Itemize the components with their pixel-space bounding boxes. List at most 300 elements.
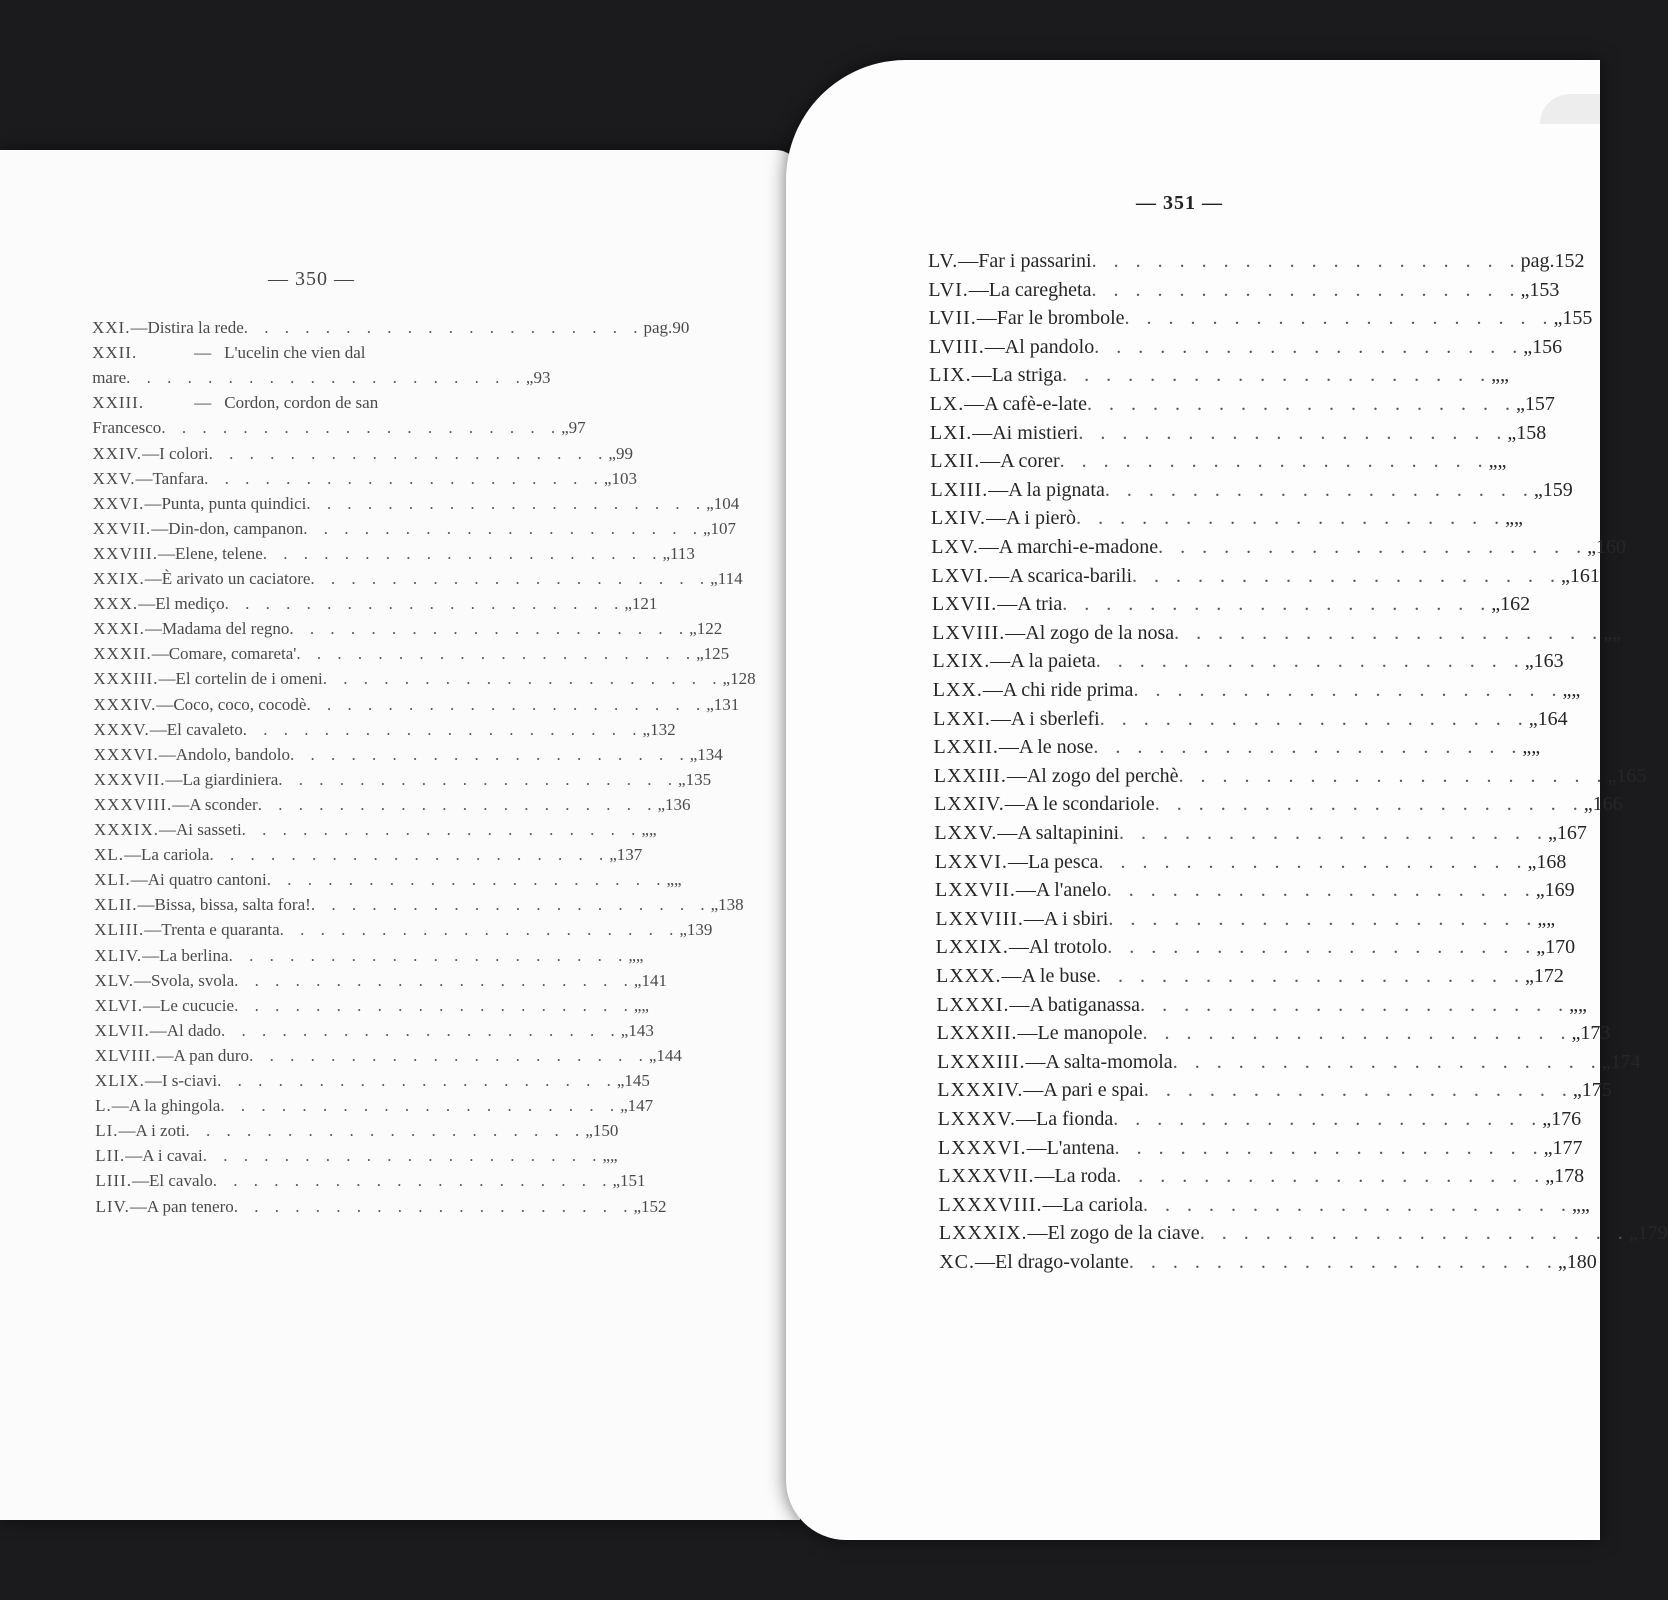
- entry-dash: —: [194, 393, 212, 413]
- entry-title: A i zoti: [135, 1121, 186, 1141]
- entry-dash: —: [974, 1251, 995, 1273]
- page-ref: 147: [627, 1096, 654, 1116]
- page-number-left: — 350 —: [268, 268, 355, 290]
- entry-dash: —: [157, 543, 175, 563]
- entry-title: Elene, telene: [174, 543, 263, 563]
- leader-dots: . . . . . . . . . . . . . . . . . . . .: [1106, 879, 1536, 902]
- entry-title: El cavaleto: [166, 719, 243, 739]
- entry-title: Din-don, campanon: [168, 518, 304, 538]
- chapter-numeral: XXVIII.: [92, 543, 158, 563]
- page-ref: 166: [1592, 793, 1623, 816]
- entry-title: El zogo de la ciave: [1047, 1222, 1200, 1245]
- toc-entry: [93, 669, 756, 693]
- toc-entry: [92, 543, 695, 568]
- page-ref: 169: [1544, 879, 1575, 902]
- page-ref: „: [1580, 1193, 1590, 1216]
- leader-dots: . . . . . . . . . . . . . . . . . . . .: [161, 418, 562, 438]
- toc-entry: [94, 820, 657, 844]
- chapter-numeral: LXII.: [930, 450, 981, 473]
- toc-entry: [935, 879, 1575, 903]
- entry-title: La cariola: [141, 845, 210, 865]
- entry-dash: —: [986, 507, 1007, 530]
- entry-title: A saltapinini: [1017, 822, 1120, 844]
- toc-entry: [94, 845, 643, 869]
- ditto-marker: „: [1607, 764, 1617, 787]
- entry-dash: —: [989, 564, 1010, 587]
- entry-dash: —: [997, 593, 1018, 616]
- ditto-marker: „: [1527, 850, 1537, 873]
- entry-title: A i cavai: [142, 1146, 203, 1166]
- leader-dots: . . . . . . . . . . . . . . . . . . . .: [241, 820, 642, 839]
- ditto-marker: „: [620, 1096, 628, 1116]
- page-ref: 168: [1536, 850, 1567, 873]
- toc-entry: [936, 993, 1587, 1018]
- entry-title: La caregheta: [988, 278, 1092, 301]
- toc-entry: [92, 318, 690, 342]
- entry-title: A l'anelo: [1035, 879, 1107, 902]
- toc-entry: [94, 1045, 682, 1070]
- chapter-numeral: LXXIX.: [935, 936, 1009, 959]
- chapter-numeral: LIX.: [929, 364, 972, 387]
- entry-dash: —: [194, 343, 212, 363]
- entry-title: A la ghingola: [128, 1096, 221, 1116]
- page-ref: 145: [624, 1071, 650, 1090]
- entry-dash: —: [1006, 764, 1027, 787]
- entry-dash: —: [1009, 993, 1030, 1016]
- chapter-numeral: LXIV.: [930, 507, 987, 530]
- entry-title: La cariola: [1062, 1193, 1144, 1216]
- entry-title: Far i passarini: [978, 250, 1092, 272]
- entry-title: L'ucelin che vien dal: [224, 343, 366, 363]
- entry-title: A le buse: [1021, 965, 1096, 987]
- ditto-marker: „: [1542, 1108, 1552, 1130]
- entry-title: Madama del regno: [161, 619, 290, 639]
- page-ref: 107: [710, 518, 737, 538]
- leader-dots: . . . . . . . . . . . . . . . . . . . .: [1128, 1251, 1558, 1273]
- entry-title: A la paieta: [1010, 650, 1096, 673]
- chapter-numeral: XLVI.: [94, 995, 143, 1015]
- entry-dash: —: [971, 364, 992, 387]
- ditto-marker: „: [710, 569, 718, 588]
- leader-dots: . . . . . . . . . . . . . . . . . . . .: [224, 594, 625, 614]
- toc-entry: [933, 736, 1541, 760]
- entry-dash: —: [125, 1146, 143, 1166]
- ditto-marker: „: [696, 644, 704, 664]
- leader-dots: . . . . . . . . . . . . . . . . . . . .: [1143, 1079, 1573, 1102]
- page-ref: 132: [650, 719, 676, 739]
- ditto-marker: „: [1603, 621, 1612, 644]
- page-ref: „: [674, 870, 682, 890]
- toc-entry: [933, 764, 1647, 789]
- page-ref: 131: [713, 694, 740, 714]
- chapter-numeral: LXX.: [932, 679, 983, 701]
- entry-dash: —: [142, 995, 160, 1015]
- entry-dash: —: [1005, 621, 1026, 644]
- chapter-numeral: XLIII.: [94, 920, 145, 940]
- entry-dash: —: [142, 945, 160, 965]
- entry-title: Tanfara: [152, 468, 205, 488]
- chapter-numeral: XC.: [939, 1251, 975, 1273]
- toc-entry: [94, 995, 649, 1020]
- entry-dash: —: [997, 822, 1018, 844]
- entry-title: Al zogo de la nosa: [1025, 621, 1175, 644]
- entry-title: A pan duro: [173, 1045, 250, 1065]
- entry-dash: —: [1042, 1193, 1063, 1216]
- ditto-marker: „: [1628, 1222, 1638, 1245]
- page-ref: 160: [1595, 536, 1626, 558]
- chapter-numeral: LXXIV.: [934, 793, 1005, 816]
- ditto-marker: „: [1572, 1079, 1582, 1102]
- page-ref: 180: [1566, 1251, 1597, 1273]
- page-ref: 97: [568, 418, 586, 438]
- leader-dots: . . . . . . . . . . . . . . . . . . . .: [1133, 679, 1563, 701]
- ditto-marker: „: [689, 619, 697, 639]
- toc-entry: [931, 564, 1600, 589]
- leader-dots: . . . . . . . . . . . . . . . . . . . .: [1172, 1050, 1602, 1073]
- leader-dots: . . . . . . . . . . . . . . . . . . . .: [220, 1096, 621, 1116]
- ditto-marker: „: [657, 794, 665, 814]
- leader-dots: . . . . . . . . . . . . . . . . . . . .: [243, 318, 644, 337]
- page-ref: 122: [696, 619, 723, 639]
- ditto-marker: „: [689, 744, 698, 764]
- leader-dots: . . . . . . . . . . . . . . . . . . . .: [278, 769, 679, 789]
- chapter-numeral: XXIV.: [92, 443, 143, 463]
- entry-title: Distira la rede: [147, 318, 244, 337]
- page-ref: 135: [685, 769, 712, 789]
- entry-dash: —: [988, 478, 1009, 501]
- toc-entry: [92, 368, 551, 392]
- leader-dots: . . . . . . . . . . . . . . . . . . . .: [1086, 393, 1516, 415]
- leader-dots: . . . . . . . . . . . . . . . . . . . .: [266, 870, 667, 890]
- chapter-numeral: LXXXIII.: [936, 1050, 1026, 1073]
- entry-dash: —: [1034, 1165, 1055, 1188]
- leader-dots: . . . . . . . . . . . . . . . . . . . .: [1174, 621, 1604, 644]
- page-ref: 151: [620, 1171, 646, 1191]
- entry-dash: —: [980, 450, 1001, 473]
- ditto-marker: „: [633, 970, 642, 990]
- ditto-marker: „: [1524, 650, 1534, 673]
- toc-entry: [92, 518, 737, 543]
- leader-dots: . . . . . . . . . . . . . . . . . . . .: [249, 1045, 649, 1065]
- entry-dash: —: [142, 443, 160, 463]
- chapter-numeral: LXI.: [929, 421, 973, 444]
- toc-entry: [928, 278, 1560, 303]
- entry-dash: —: [1023, 1079, 1044, 1102]
- ditto-marker: „: [1587, 536, 1596, 558]
- entry-title: Francesco: [92, 418, 162, 438]
- toc-entry: [93, 694, 740, 719]
- toc-entry: [937, 1108, 1582, 1132]
- ditto-marker: „: [1524, 965, 1534, 987]
- page-ref: 134: [697, 744, 723, 764]
- toc-entry: [934, 822, 1587, 846]
- ditto-marker: „: [603, 468, 612, 488]
- page-ref: „: [1612, 621, 1621, 644]
- page-ref: 90: [672, 318, 690, 337]
- toc-entry: [92, 343, 542, 367]
- entry-dash: —: [972, 421, 993, 444]
- leader-dots: . . . . . . . . . . . . . . . . . . . .: [126, 368, 526, 388]
- entry-dash: —: [151, 518, 169, 538]
- page-ref: 128: [730, 669, 756, 689]
- toc-entry: [935, 936, 1576, 960]
- toc-entry: [929, 421, 1547, 446]
- chapter-numeral: LXXXII.: [936, 1022, 1018, 1045]
- chapter-numeral: XXXIV.: [93, 694, 157, 714]
- chapter-numeral: LXXII.: [933, 736, 999, 759]
- entry-dash: —: [984, 335, 1005, 358]
- page-ref: 158: [1516, 421, 1547, 444]
- page-ref: 155: [1562, 307, 1593, 330]
- chapter-numeral: XXIII.: [92, 393, 145, 413]
- ditto-marker: „: [1543, 1136, 1553, 1159]
- entry-title: A i sberlefi: [1010, 707, 1100, 730]
- leader-dots: . . . . . . . . . . . . . . . . . . . .: [1095, 650, 1525, 673]
- entry-dash: —: [1027, 1222, 1048, 1245]
- page-ref: 113: [670, 543, 695, 563]
- leader-dots: . . . . . . . . . . . . . . . . . . . .: [212, 1171, 613, 1191]
- toc-entry: [939, 1251, 1597, 1275]
- chapter-numeral: LX.: [929, 393, 965, 415]
- leader-dots: . . . . . . . . . . . . . . . . . . . .: [1078, 421, 1508, 444]
- entry-dash: —: [124, 845, 142, 865]
- leader-dots: . . . . . . . . . . . . . . . . . . . .: [257, 794, 658, 814]
- ditto-marker: „: [706, 694, 714, 714]
- toc-entry: [938, 1193, 1590, 1218]
- leader-dots: . . . . . . . . . . . . . . . . . . . .: [234, 995, 634, 1015]
- ditto-marker: „: [1491, 593, 1501, 616]
- entry-title: A pari e spai: [1043, 1079, 1144, 1102]
- leader-dots: . . . . . . . . . . . . . . . . . . . .: [1093, 736, 1523, 759]
- ditto-marker: „: [710, 895, 719, 915]
- page-ref: 162: [1500, 593, 1531, 616]
- leader-dots: . . . . . . . . . . . . . . . . . . . .: [208, 443, 609, 463]
- leader-dots: . . . . . . . . . . . . . . . . . . . .: [1140, 993, 1570, 1016]
- ditto-marker: „: [624, 594, 632, 614]
- entry-title: A pan tenero: [146, 1196, 234, 1216]
- toc-entry: [937, 1079, 1612, 1103]
- leader-dots: . . . . . . . . . . . . . . . . . . . .: [290, 744, 690, 764]
- entry-dash: —: [982, 679, 1003, 701]
- chapter-numeral: XLVII.: [94, 1020, 150, 1040]
- chapter-numeral: LII.: [95, 1146, 126, 1166]
- toc-entry: [930, 507, 1523, 531]
- entry-title: A cafè-e-late: [984, 393, 1087, 415]
- chapter-numeral: LVI.: [928, 278, 969, 301]
- ditto-marker: „: [1561, 564, 1570, 587]
- toc-entry: [95, 1171, 646, 1195]
- entry-title: A le scondariole: [1024, 793, 1155, 816]
- chapter-numeral: LIII.: [95, 1171, 133, 1191]
- ditto-marker: „: [1528, 707, 1538, 730]
- entry-dash: —: [144, 569, 162, 588]
- entry-title: A i pierò: [1006, 507, 1077, 530]
- entry-dash: —: [159, 820, 177, 839]
- entry-title: Svola, svola: [151, 970, 235, 990]
- chapter-numeral: LXXXVII.: [938, 1165, 1035, 1188]
- toc-entry: [94, 945, 644, 970]
- leader-dots: . . . . . . . . . . . . . . . . . . . .: [1091, 278, 1521, 301]
- leader-dots: . . . . . . . . . . . . . . . . . . . .: [1094, 335, 1524, 358]
- leader-dots: . . . . . . . . . . . . . . . . . . . .: [279, 920, 680, 940]
- ditto-marker: „: [1535, 879, 1545, 902]
- page-ref: 176: [1551, 1108, 1582, 1130]
- toc-entry: [93, 569, 743, 593]
- leader-dots: . . . . . . . . . . . . . . . . . . . .: [209, 845, 610, 865]
- toc-entry: [937, 1136, 1583, 1161]
- chapter-numeral: XXXI.: [93, 619, 145, 639]
- page-ref: 178: [1554, 1165, 1585, 1188]
- leader-dots: . . . . . . . . . . . . . . . . . . . .: [310, 569, 711, 588]
- page-edge: [1540, 94, 1600, 124]
- toc-entry: [933, 707, 1568, 732]
- page-ref: 170: [1545, 936, 1576, 959]
- entry-dash: —: [135, 468, 153, 488]
- toc-entry: [95, 1146, 618, 1170]
- toc-entry: [928, 250, 1585, 274]
- entry-dash: —: [129, 1196, 147, 1216]
- ditto-marker: „: [525, 368, 534, 388]
- entry-title: Le manopole: [1037, 1022, 1143, 1045]
- entry-title: Andolo, bandolo: [175, 744, 290, 764]
- chapter-numeral: LXXV.: [934, 822, 998, 844]
- leader-dots: . . . . . . . . . . . . . . . . . . . .: [217, 1071, 617, 1090]
- ditto-marker: „: [1505, 507, 1514, 530]
- page-ref: 177: [1552, 1136, 1583, 1159]
- entry-dash: —: [968, 278, 989, 301]
- page-ref: „: [1546, 907, 1556, 930]
- page-ref: 172: [1533, 965, 1564, 987]
- entry-dash: —: [1026, 1136, 1047, 1159]
- chapter-numeral: XXXII.: [93, 644, 152, 664]
- page-ref: 152: [641, 1196, 667, 1216]
- page-ref: 143: [628, 1020, 654, 1040]
- entry-title: I colori: [159, 443, 209, 463]
- page-ref: 121: [631, 594, 658, 614]
- entry-dash: —: [144, 493, 162, 513]
- entry-title: Far le brombole: [996, 307, 1125, 330]
- toc-entry: [92, 468, 637, 493]
- entry-dash: —: [137, 895, 155, 915]
- chapter-numeral: LXVII.: [931, 593, 998, 616]
- leader-dots: . . . . . . . . . . . . . . . . . . . .: [1154, 793, 1584, 816]
- chapter-numeral: LV.: [928, 250, 959, 272]
- leader-dots: . . . . . . . . . . . . . . . . . . . .: [202, 1146, 603, 1166]
- entry-title: Cordon, cordon de san: [224, 393, 379, 413]
- entry-title: Le cucucie: [159, 995, 235, 1015]
- ditto-marker: „: [609, 845, 617, 865]
- entry-title: Coco, coco, cocodè: [173, 694, 307, 714]
- leader-dots: . . . . . . . . . . . . . . . . . . . .: [306, 493, 707, 513]
- ditto-marker: „: [1572, 1193, 1581, 1216]
- entry-title: Comare, comareta': [168, 644, 297, 664]
- leader-dots: . . . . . . . . . . . . . . . . . . . .: [1178, 764, 1608, 787]
- entry-title: A salta-momola: [1045, 1050, 1173, 1073]
- toc-entry: [94, 895, 744, 919]
- ditto-marker: „: [1491, 364, 1501, 387]
- entry-dash: —: [1016, 1108, 1037, 1130]
- page-ref: 153: [1529, 278, 1560, 301]
- leader-dots: . . . . . . . . . . . . . . . . . . . .: [1116, 1165, 1546, 1188]
- toc-entry: [931, 593, 1531, 617]
- chapter-numeral: LXIX.: [932, 650, 991, 673]
- entry-title: A corer: [1000, 450, 1060, 473]
- chapter-numeral: LI.: [95, 1121, 119, 1141]
- leader-dots: . . . . . . . . . . . . . . . . . . . .: [1062, 364, 1492, 387]
- page-ref: 104: [713, 493, 740, 513]
- entry-title: Al dado: [166, 1020, 222, 1040]
- entry-dash: —: [156, 1045, 174, 1065]
- page-ref: „: [641, 995, 649, 1015]
- entry-title: A i sbiri: [1043, 907, 1109, 930]
- entry-dash: —: [132, 1171, 150, 1191]
- chapter-numeral: XXI.: [92, 318, 131, 337]
- entry-title: La fionda: [1036, 1108, 1114, 1130]
- page-ref: 137: [616, 845, 643, 865]
- page-ref: 164: [1537, 707, 1568, 730]
- chapter-numeral: XLI.: [94, 870, 131, 890]
- entry-dash: —: [165, 769, 183, 789]
- entry-title: La berlina: [159, 945, 229, 965]
- entry-dash: —: [1015, 879, 1036, 902]
- leader-dots: . . . . . . . . . . . . . . . . . . . .: [1091, 250, 1521, 272]
- leader-dots: . . . . . . . . . . . . . . . . . . . .: [1199, 1222, 1629, 1245]
- ditto-marker: „: [1537, 907, 1547, 930]
- chapter-numeral: XXV.: [92, 468, 136, 488]
- entry-dash: —: [158, 744, 176, 764]
- page-ref: „: [1531, 736, 1541, 759]
- ditto-marker: „: [722, 669, 731, 689]
- ditto-marker: „: [1569, 993, 1578, 1016]
- entry-dash: —: [990, 707, 1011, 730]
- toc-entry: [93, 719, 676, 744]
- ditto-marker: „: [1520, 278, 1530, 301]
- toc-entry: [938, 1165, 1585, 1189]
- ditto-marker: „: [1583, 793, 1593, 816]
- leader-dots: . . . . . . . . . . . . . . . . . . . .: [1114, 1136, 1544, 1159]
- chapter-numeral: LXXXIX.: [938, 1222, 1028, 1245]
- chapter-numeral: XXXVI.: [93, 744, 159, 764]
- entry-title: El drago-volante: [994, 1251, 1129, 1273]
- toc-entry: [934, 793, 1623, 817]
- page-ref: 114: [717, 569, 743, 588]
- ditto-marker: „: [1557, 1251, 1567, 1273]
- entry-dash: —: [156, 694, 174, 714]
- chapter-numeral: XXVII.: [92, 518, 152, 538]
- toc-entry: [936, 1022, 1611, 1046]
- leader-dots: . . . . . . . . . . . . . . . . . . . .: [1076, 507, 1506, 530]
- entry-title: Al zogo del perchè: [1026, 764, 1179, 787]
- ditto-marker: „: [585, 1121, 593, 1141]
- entry-title: Bissa, bissa, salta fora!: [154, 895, 311, 915]
- entry-title: È arivato un caciatore: [161, 569, 311, 588]
- entry-title: A chi ride prima: [1002, 679, 1134, 701]
- ditto-marker: „: [608, 443, 616, 463]
- ditto-marker: „: [633, 995, 642, 1015]
- leader-dots: . . . . . . . . . . . . . . . . . . . .: [1062, 593, 1492, 616]
- toc-entry: [929, 393, 1555, 417]
- page-ref: „: [1513, 507, 1523, 530]
- chapter-numeral: LXXXVIII.: [938, 1193, 1043, 1216]
- entry-title: El mediço: [155, 594, 225, 614]
- ditto-marker: „: [1522, 736, 1532, 759]
- entry-dash: —: [964, 393, 985, 415]
- page-ref: 156: [1532, 335, 1563, 358]
- ditto-marker: „: [616, 1071, 625, 1090]
- entry-title: A sconder: [189, 794, 258, 814]
- page-ref: „: [648, 820, 657, 839]
- chapter-numeral: XXXIX.: [94, 820, 160, 839]
